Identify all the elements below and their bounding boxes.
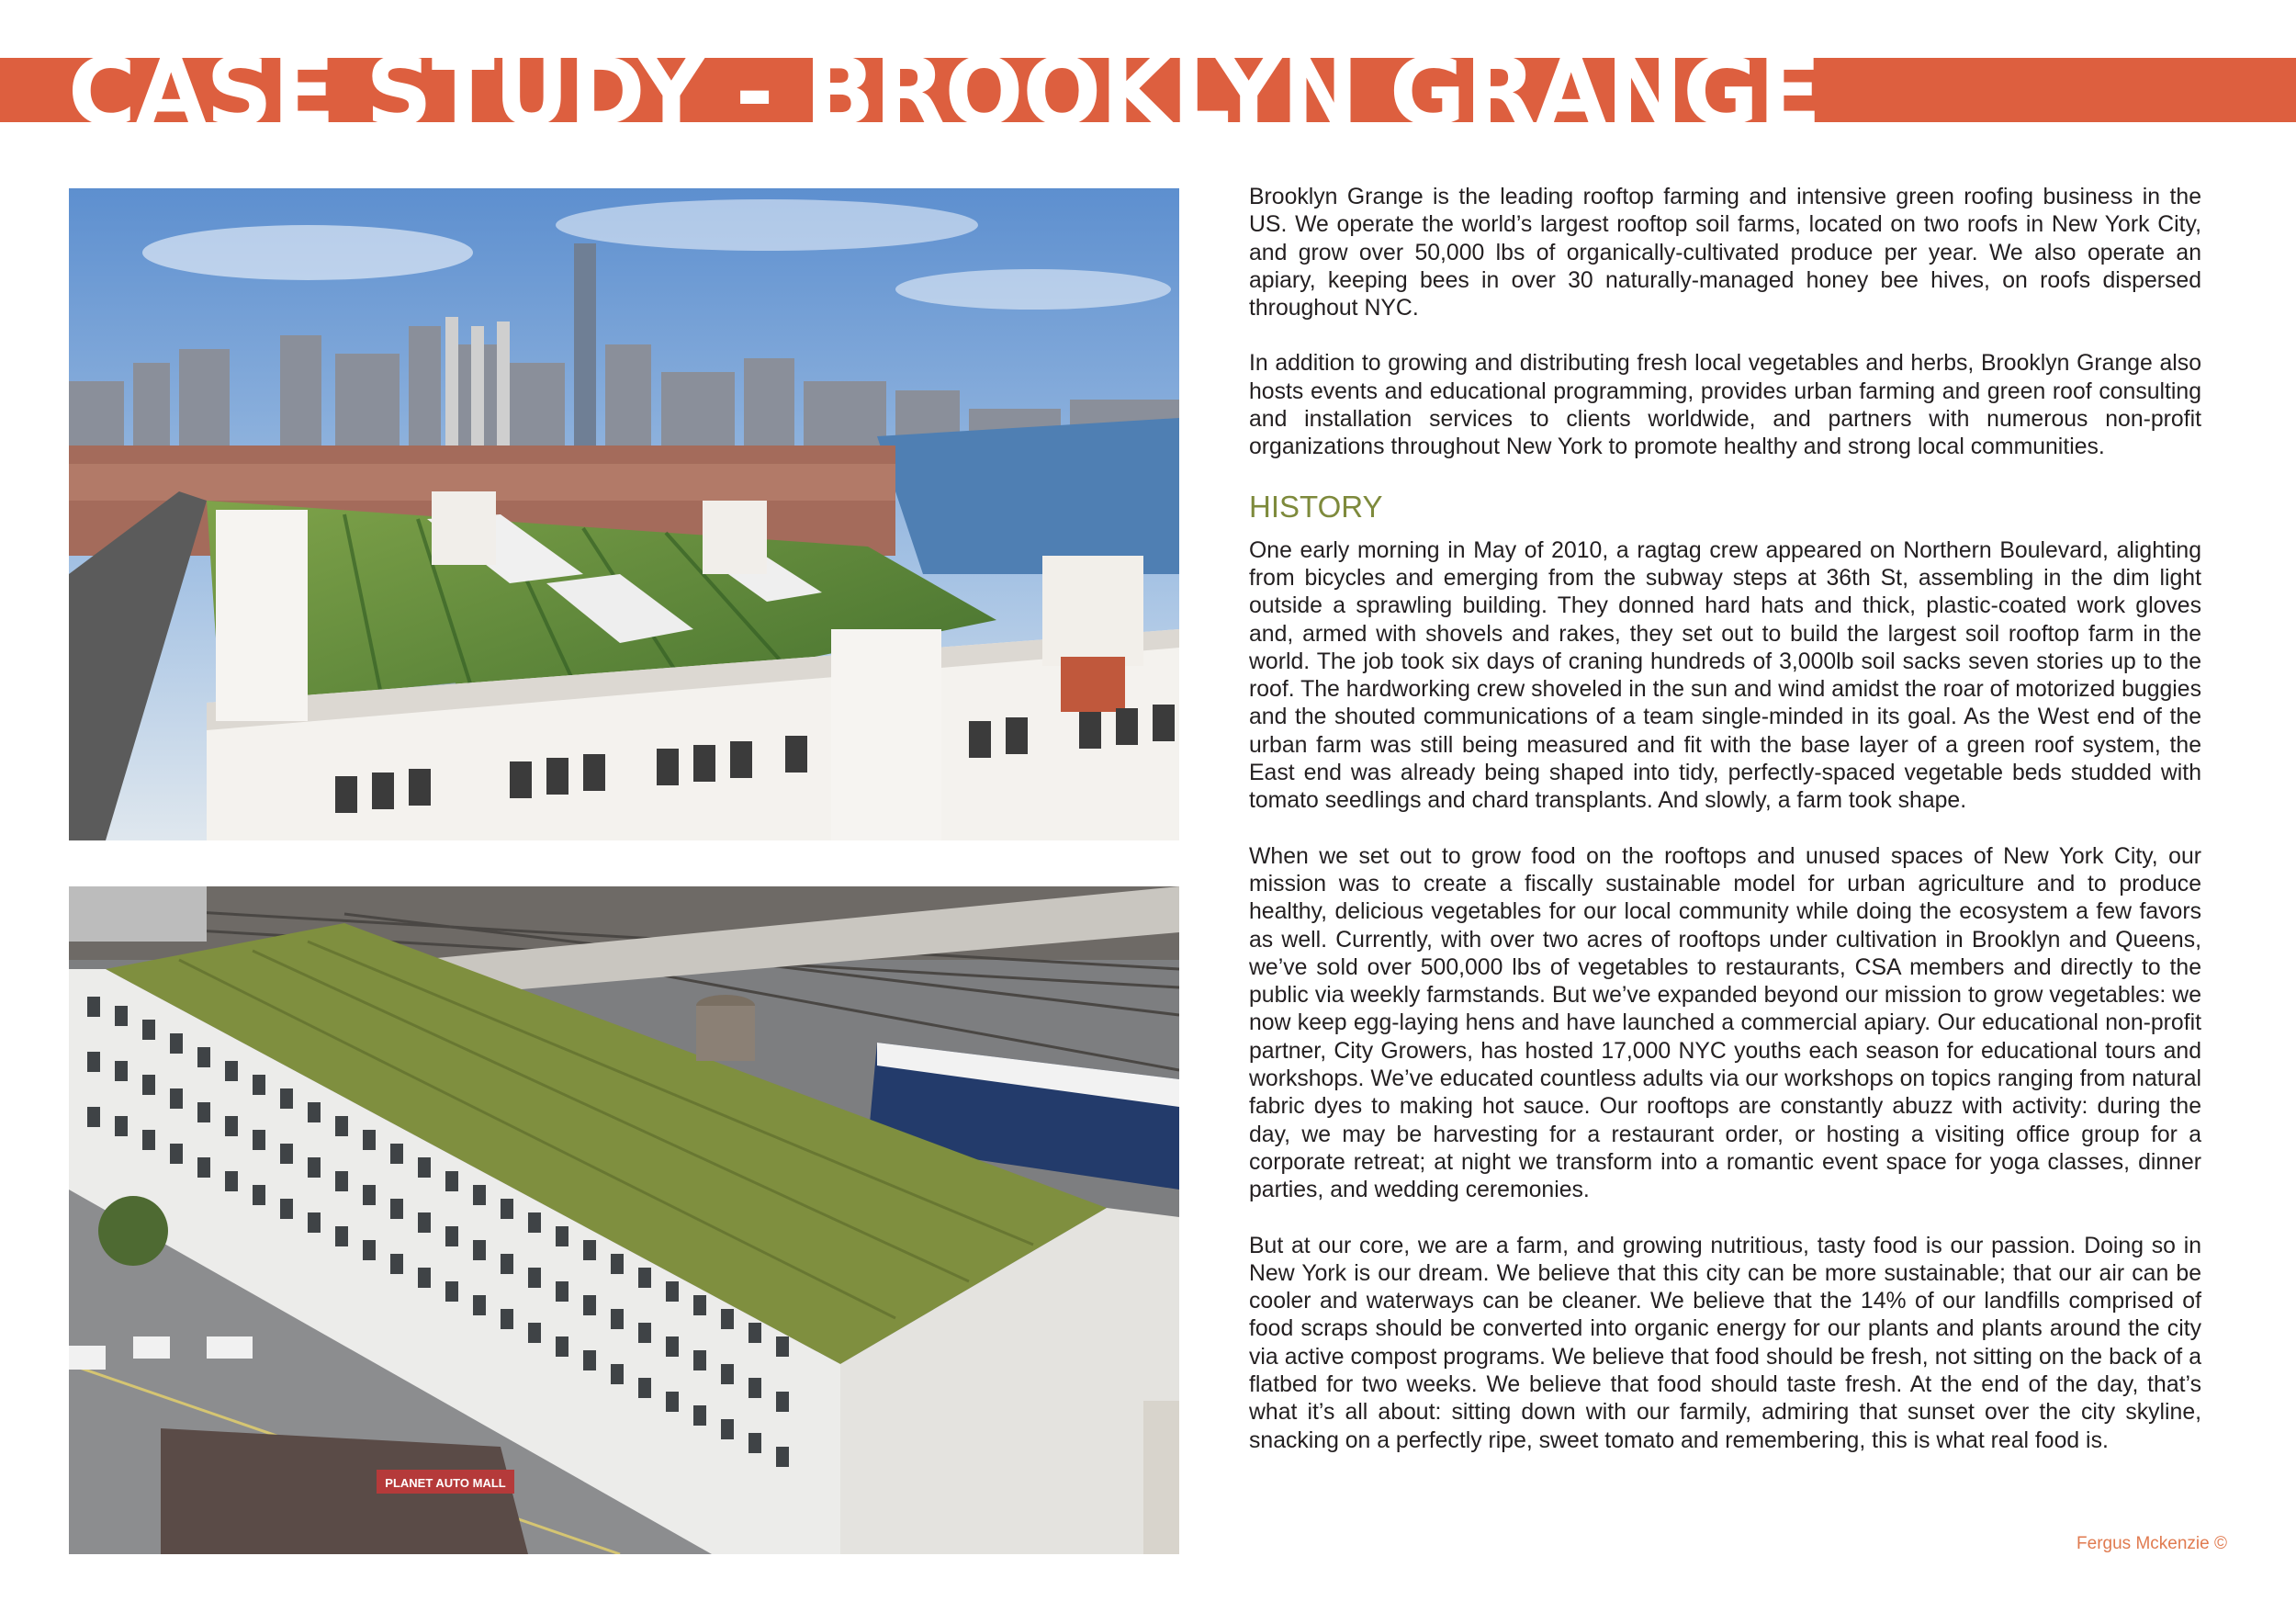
photo-credit: Fergus Mckenzie © <box>2077 1534 2227 1553</box>
page-title: CASE STUDY - BROOKLYN GRANGE <box>68 38 1821 146</box>
history-heading: HISTORY <box>1249 489 1383 524</box>
history-paragraph: But at our core, we are a farm, and growing nutritious, tasty food is our passion. Doing so in New York is our dream. We believe that this city can be more sustainable; that our air can be cooler and waterways can be cleaner. We believe that the 14% of our landfills comprised of food scraps should be converted into organic energy for our plants and plants around the city via active compost programs. We believe that food should be fresh, not sitting on the back of a flatbed for two weeks. We believe that food should taste fresh. At the end of the day, that’s what it’s all about: sitting down with our farmily, admiring that sunset over the city skyline, snacking on a perfectly ripe, sweet tomato and remembering, this is what real food is. <box>1249 1233 2201 1453</box>
article-body <box>1249 184 2201 1483</box>
rooftop-farm-skyline-photo <box>69 188 1179 840</box>
intro-paragraph: Brooklyn Grange is the leading rooftop farming and intensive green roofing business in the US. We operate the world’s largest rooftop soil farms, located on two roofs in New York City, and grow over 50,000 lbs of organically-cultivated produce per year. We also operate an apiary, keeping bees in over 30 naturally-managed honey bee hives, on roofs dispersed throughout NYC. <box>1249 185 2201 321</box>
intro-paragraph: In addition to growing and distributing fresh local vegetables and herbs, Brooklyn Grange also hosts events and educational programming, provides urban farming and green roof consulting and installation services to clients worldwide, and partners with numerous non-profit organizations throughout New York to promote healthy and strong local communities. <box>1249 351 2201 460</box>
history-paragraph: One early morning in May of 2010, a ragtag crew appeared on Northern Boulevard, alighting from bicycles and emerging from the subway steps at 36th St, assembling in the dim light outside a sprawling building. They donned hard hats and thick, plastic-coated work gloves and, armed with shovels and rakes, they set out to build the largest soil rooftop farm in the world. The job took six days of craning hundreds of 3,000lb soil sacks seven stories up to the roof. The hardworking crew shoveled in the sun and wind amidst the roar of motorized buggies and the shouted communications of a team single-minded in its goal. As the West end of the urban farm was still being measured and fit with the base layer of a green roof system, the East end was already being shaped into tidy, perfectly-spaced vegetable beds studded with tomato seedlings and chard transplants. And slowly, a farm took shape. <box>1249 537 2201 814</box>
history-paragraph: When we set out to grow food on the rooftops and unused spaces of New York City, our mission was to create a fiscally sustainable model for urban agriculture and to produce healthy, delicious vegetables for our local community while doing the ecosystem a few favors as well. Currently, with over two acres of rooftops under cultivation in Brooklyn and Queens, we’ve sold over 500,000 lbs of vegetables to restaurants, CSA members and directly to the public via weekly farmstands. But we’ve expanded beyond our mission to grow vegetables: we now keep egg-laying hens and have launched a commercial apiary. Our educational non-profit partner, City Growers, has hosted 17,000 NYC youths each season for educational tours and workshops. We’ve educated countless adults via our workshops on topics ranging from natural fabric dyes to making hot sauce. Our rooftops are constantly abuzz with activity: during the day, we may be harvesting for a restaurant order, or hosting a visiting office group for a corporate retreat; at night we transform into a romantic event space for yoga classes, dinner parties, and wedding ceremonies. <box>1249 843 2201 1203</box>
planet-auto-mall-sign: PLANET AUTO MALL <box>385 1476 506 1490</box>
rooftop-farm-aerial-photo <box>69 886 1179 1554</box>
